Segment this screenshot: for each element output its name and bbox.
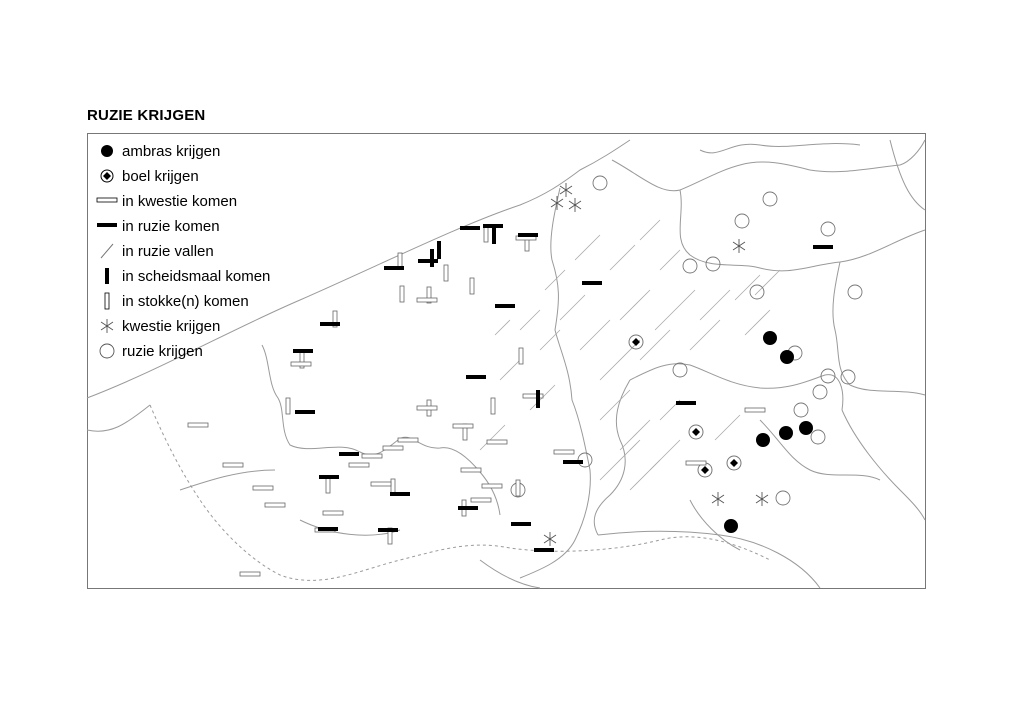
kwestie-komen-marker	[240, 572, 260, 576]
hollow-circle-icon	[100, 344, 114, 358]
ruzie-komen-marker	[384, 266, 404, 270]
kwestie-komen-marker	[417, 298, 437, 302]
ambras-krijgen-marker	[779, 426, 793, 440]
kwestie-komen-marker	[461, 468, 481, 472]
legend-label: in kwestie komen	[122, 193, 238, 210]
ruzie-krijgen-marker	[683, 259, 697, 273]
legend-label: boel krijgen	[122, 168, 199, 185]
ambras-krijgen-symbols	[724, 331, 813, 533]
ambras-krijgen-marker	[756, 433, 770, 447]
boel-krijgen-marker	[689, 425, 703, 439]
ruzie-krijgen-marker	[813, 385, 827, 399]
ruzie-komen-marker	[460, 226, 480, 230]
ruzie-komen-marker	[511, 522, 531, 526]
thick-horizontal-bar-icon	[97, 223, 117, 227]
kwestie-komen-marker	[383, 446, 403, 450]
ruzie-krijgen-marker	[848, 285, 862, 299]
stokken-marker	[516, 480, 520, 496]
ruzie-krijgen-marker	[811, 430, 825, 444]
ruzie-komen-marker	[518, 233, 538, 237]
kwestie-komen-symbols	[188, 236, 765, 576]
ruzie-komen-marker	[378, 528, 398, 532]
map-title: RUZIE KRIJGEN	[87, 107, 206, 124]
ruzie-krijgen-marker	[794, 403, 808, 417]
boel-krijgen-symbols	[629, 335, 741, 477]
stokken-marker	[519, 348, 523, 364]
stokken-marker	[286, 398, 290, 414]
legend-label: in stokke(n) komen	[122, 293, 249, 310]
ruzie-komen-marker	[582, 281, 602, 285]
ruzie-komen-marker	[293, 349, 313, 353]
kwestie-krijgen-marker	[569, 198, 581, 212]
ruzie-krijgen-marker	[821, 222, 835, 236]
legend-label: in ruzie vallen	[122, 243, 214, 260]
ruzie-komen-marker	[295, 410, 315, 414]
hollow-vertical-bar-icon	[105, 293, 109, 309]
ruzie-krijgen-marker	[763, 192, 777, 206]
ruzie-komen-marker	[320, 322, 340, 326]
ruzie-krijgen-marker	[841, 370, 855, 384]
kwestie-komen-marker	[487, 440, 507, 444]
kwestie-krijgen-marker	[544, 532, 556, 546]
kwestie-komen-marker	[371, 482, 391, 486]
legend-item-boel	[101, 168, 199, 185]
kwestie-komen-marker	[362, 454, 382, 458]
ruzie-komen-marker	[418, 259, 438, 263]
ruzie-komen-marker	[458, 506, 478, 510]
ambras-krijgen-marker	[799, 421, 813, 435]
stokken-marker	[400, 286, 404, 302]
stokken-marker	[326, 477, 330, 493]
kwestie-komen-marker	[453, 424, 473, 428]
legend-item-ambras	[101, 143, 220, 160]
kwestie-komen-marker	[745, 408, 765, 412]
scheidsmaal-marker	[536, 390, 540, 408]
legend-item-ruzie-komen	[97, 218, 220, 235]
filled-circle-icon	[101, 145, 113, 157]
ruzie-komen-symbols	[293, 224, 833, 552]
legend-label: ambras krijgen	[122, 143, 221, 160]
ruzie-krijgen-marker	[735, 214, 749, 228]
legend-item-ruzie-krijgen	[100, 343, 203, 360]
hollow-horizontal-bar-icon	[97, 198, 117, 202]
kwestie-komen-marker	[253, 486, 273, 490]
ruzie-komen-marker	[534, 548, 554, 552]
legend-label: ruzie krijgen	[122, 343, 203, 360]
kwestie-komen-marker	[291, 362, 311, 366]
thick-vertical-bar-icon	[105, 268, 109, 284]
ruzie-komen-marker	[339, 452, 359, 456]
kwestie-komen-marker	[188, 423, 208, 427]
ambras-krijgen-marker	[780, 350, 794, 364]
legend-item-stokken	[105, 293, 249, 310]
diagonal-stroke-icon	[101, 244, 113, 258]
scheidsmaal-marker	[492, 226, 496, 244]
ruzie-krijgen-marker	[593, 176, 607, 190]
kwestie-komen-marker	[417, 406, 437, 410]
ruzie-komen-marker	[813, 245, 833, 249]
ruzie-vallen-hatching	[480, 220, 780, 490]
kwestie-krijgen-symbols	[544, 183, 768, 546]
kwestie-komen-marker	[323, 511, 343, 515]
ruzie-krijgen-symbols	[511, 176, 862, 505]
ambras-krijgen-marker	[763, 331, 777, 345]
kwestie-komen-marker	[686, 461, 706, 465]
scheidsmaal-marker	[437, 241, 441, 259]
kwestie-komen-marker	[398, 438, 418, 442]
boel-krijgen-marker	[727, 456, 741, 470]
kwestie-krijgen-marker	[560, 183, 572, 197]
ruzie-krijgen-marker	[776, 491, 790, 505]
legend-item-scheidsmaal	[105, 268, 270, 285]
legend	[97, 143, 270, 360]
legend-item-ruzie-vallen	[101, 243, 214, 260]
ruzie-krijgen-marker	[750, 285, 764, 299]
kwestie-krijgen-marker	[551, 196, 563, 210]
kwestie-komen-marker	[471, 498, 491, 502]
boel-krijgen-marker	[629, 335, 643, 349]
ruzie-komen-marker	[390, 492, 410, 496]
stokken-marker	[470, 278, 474, 294]
stokken-marker	[444, 265, 448, 281]
kwestie-komen-marker	[223, 463, 243, 467]
legend-label: in scheidsmaal komen	[122, 268, 271, 285]
ruzie-krijgen-marker	[673, 363, 687, 377]
kwestie-krijgen-marker	[733, 239, 745, 253]
ambras-krijgen-marker	[724, 519, 738, 533]
legend-item-kwestie-krijgen	[101, 318, 220, 335]
kwestie-komen-marker	[482, 484, 502, 488]
kwestie-komen-marker	[349, 463, 369, 467]
stokken-symbols	[286, 226, 529, 544]
ruzie-komen-marker	[466, 375, 486, 379]
stokken-marker	[484, 226, 488, 242]
diamond-in-circle-icon	[101, 170, 113, 182]
ruzie-komen-marker	[676, 401, 696, 405]
scheidsmaal-marker	[430, 249, 434, 267]
legend-label: in ruzie komen	[122, 218, 220, 235]
asterisk-icon	[101, 319, 113, 333]
ruzie-komen-marker	[319, 475, 339, 479]
kwestie-komen-marker	[265, 503, 285, 507]
kwestie-komen-marker	[554, 450, 574, 454]
scheidsmaal-symbols	[430, 226, 540, 408]
ruzie-komen-marker	[563, 460, 583, 464]
ruzie-komen-marker	[495, 304, 515, 308]
ruzie-komen-marker	[318, 527, 338, 531]
stokken-marker	[491, 398, 495, 414]
kwestie-krijgen-marker	[712, 492, 724, 506]
legend-item-kwestie-komen	[97, 193, 237, 210]
kwestie-krijgen-marker	[756, 492, 768, 506]
legend-label: kwestie krijgen	[122, 318, 221, 335]
